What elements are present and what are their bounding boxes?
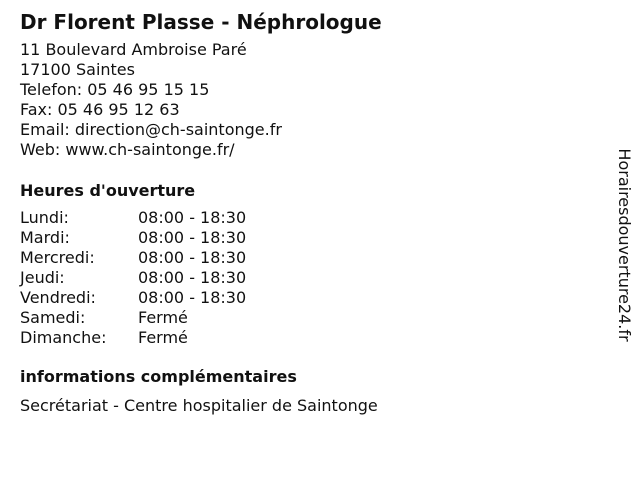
day-label: Vendredi: xyxy=(20,288,96,307)
day-hours: Fermé xyxy=(138,328,188,347)
hours-row-thursday xyxy=(20,268,246,288)
city-address: 17100 Saintes xyxy=(20,60,135,79)
opening-hours-heading: Heures d'ouverture xyxy=(20,181,196,200)
additional-info-text: Secrétariat - Centre hospitalier de Saintonge xyxy=(20,396,378,415)
day-label: Lundi: xyxy=(20,208,69,227)
day-hours: 08:00 - 18:30 xyxy=(138,288,247,307)
street-address: 11 Boulevard Ambroise Paré xyxy=(20,40,247,59)
hours-row-saturday xyxy=(20,308,246,328)
page-title: Dr Florent Plasse - Néphrologue xyxy=(20,10,382,34)
fax-number: Fax: 05 46 95 12 63 xyxy=(20,100,180,119)
day-label: Mardi: xyxy=(20,228,70,247)
day-hours: 08:00 - 18:30 xyxy=(138,228,247,247)
day-label: Samedi: xyxy=(20,308,86,327)
doctor-listing xyxy=(20,8,590,416)
hours-row-monday xyxy=(20,208,246,228)
email-address: Email: direction@ch-saintonge.fr xyxy=(20,120,282,139)
day-hours: 08:00 - 18:30 xyxy=(138,208,247,227)
additional-info-heading: informations complémentaires xyxy=(20,367,297,386)
hours-row-sunday xyxy=(20,328,246,348)
day-label: Dimanche: xyxy=(20,328,107,347)
contact-block xyxy=(20,40,590,160)
site-watermark-label: Horairesdouverture24.fr xyxy=(615,148,634,342)
website: Web: www.ch-saintonge.fr/ xyxy=(20,140,235,159)
day-hours: 08:00 - 18:30 xyxy=(138,268,247,287)
opening-hours-table xyxy=(20,208,246,348)
phone-number: Telefon: 05 46 95 15 15 xyxy=(20,80,210,99)
hours-row-friday xyxy=(20,288,246,308)
day-label: Jeudi: xyxy=(20,268,65,287)
hours-row-wednesday xyxy=(20,248,246,268)
day-hours: Fermé xyxy=(138,308,188,327)
day-label: Mercredi: xyxy=(20,248,95,267)
hours-row-tuesday xyxy=(20,228,246,248)
day-hours: 08:00 - 18:30 xyxy=(138,248,247,267)
